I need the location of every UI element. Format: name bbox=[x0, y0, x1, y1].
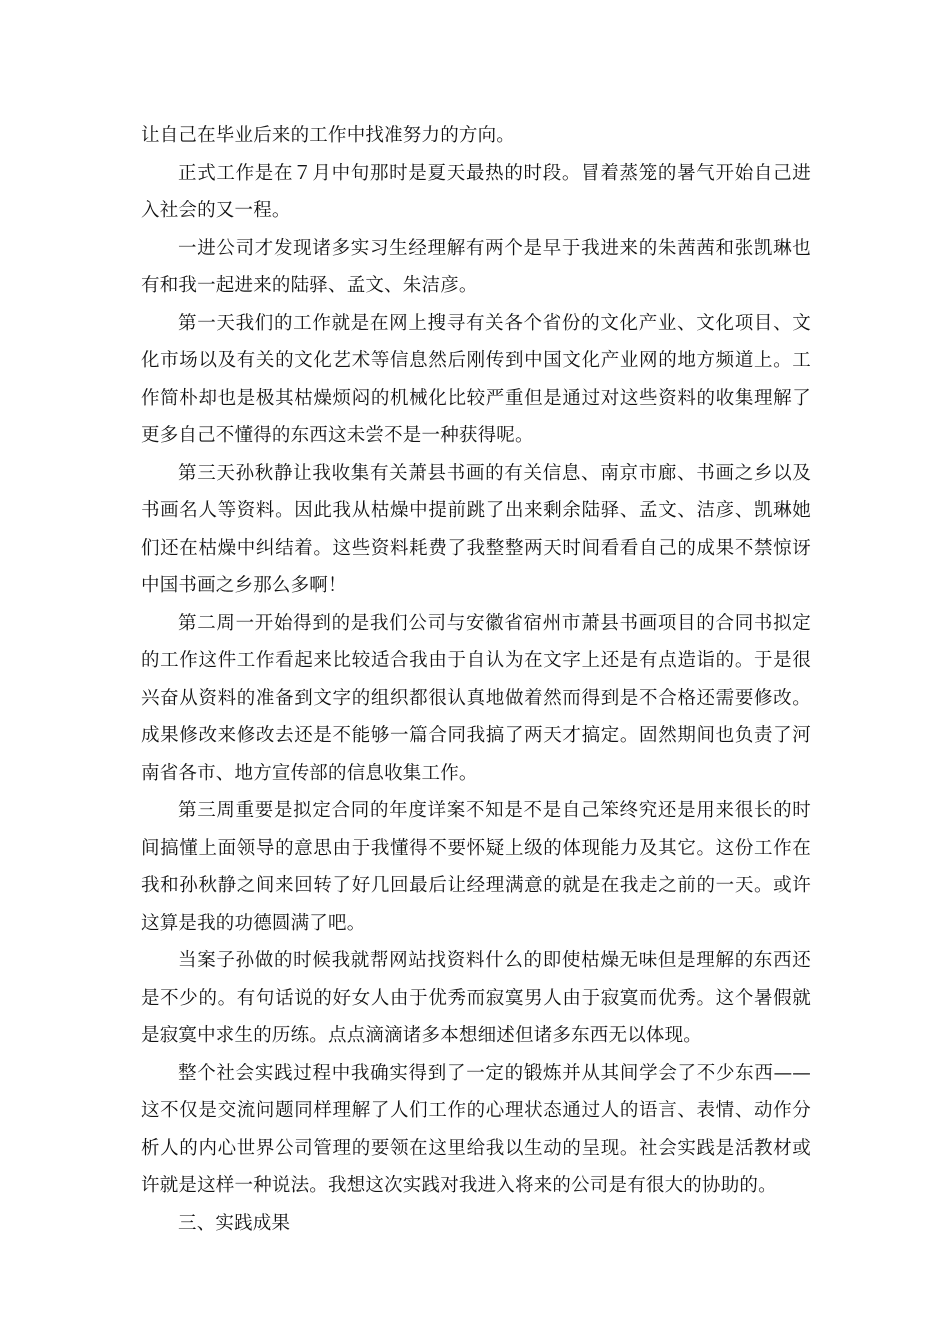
paragraph-second-week: 第二周一开始得到的是我们公司与安徽省宿州市萧县书画项目的合同书拟定的工作这件工作看起来比较适合我由于自认为在文字上还是有点造诣的。于是很兴奋从资料的准备到文字的组织都很认真地做着然而得到是不合格还需要修改。成果修改来修改去还是不能够一篇合同我搞了两天才搞定。固然期间也负责了河南省各市、地方宣传部的信息收集工作。 bbox=[141, 612, 811, 784]
section-heading-results: 三、实践成果 bbox=[178, 1212, 291, 1234]
paragraph-third-week: 第三周重要是拟定合同的年度详案不知是不是自己笨终究还是用来很长的时间搞懂上面领导的意思由于我懂得不要怀疑上级的体现能力及其它。这份工作在我和孙秋静之间来回转了好几回最后让经理满意的就是在我走之前的一天。或许这算是我的功德圆满了吧。 bbox=[141, 800, 811, 934]
paragraph-third-day: 第三天孙秋静让我收集有关萧县书画的有关信息、南京市廊、书画之乡以及书画名人等资料。因此我从枯燥中提前跳了出来剩余陆驿、孟文、洁彦、凯琳她们还在枯燥中纠结着。这些资料耗费了我整整两天时间看看自己的成果不禁惊讶中国书画之乡那么多啊！ bbox=[141, 462, 811, 596]
paragraph-summary: 整个社会实践过程中我确实得到了一定的锻炼并从其间学会了不少东西——这不仅是交流问题同样理解了人们工作的心理状态通过人的语言、表情、动作分析人的内心世界公司管理的要领在这里给我以生动的呈现。社会实践是活教材或许就是这样一种说法。我想这次实践对我进入将来的公司是有很大的协助的。 bbox=[141, 1062, 811, 1196]
paragraph-start-work: 正式工作是在７月中旬那时是夏天最热的时段。冒着蒸笼的暑气开始自己进入社会的又一程。 bbox=[141, 162, 811, 221]
paragraph-first-day: 第一天我们的工作就是在网上搜寻有关各个省份的文化产业、文化项目、文化市场以及有关的文化艺术等信息然后刚传到中国文化产业网的地方频道上。工作简朴却也是极其枯燥烦闷的机械化比较严重但是通过对这些资料的收集理解了更多自己不懂得的东西这未尝不是一种获得呢。 bbox=[141, 312, 811, 446]
document-body bbox=[141, 117, 811, 1242]
paragraph-website-work: 当案子孙做的时候我就帮网站找资料什么的即使枯燥无味但是理解的东西还是不少的。有句话说的好女人由于优秀而寂寞男人由于寂寞而优秀。这个暑假就是寂寞中求生的历练。点点滴滴诸多本想细述但诸多东西无以体现。 bbox=[141, 950, 811, 1046]
paragraph-colleagues: 一进公司才发现诸多实习生经理解有两个是早于我进来的朱茜茜和张凯琳也有和我一起进来的陆驿、孟文、朱洁彦。 bbox=[141, 237, 811, 296]
paragraph-continued: 让自己在毕业后来的工作中找准努力的方向。 bbox=[141, 125, 516, 146]
